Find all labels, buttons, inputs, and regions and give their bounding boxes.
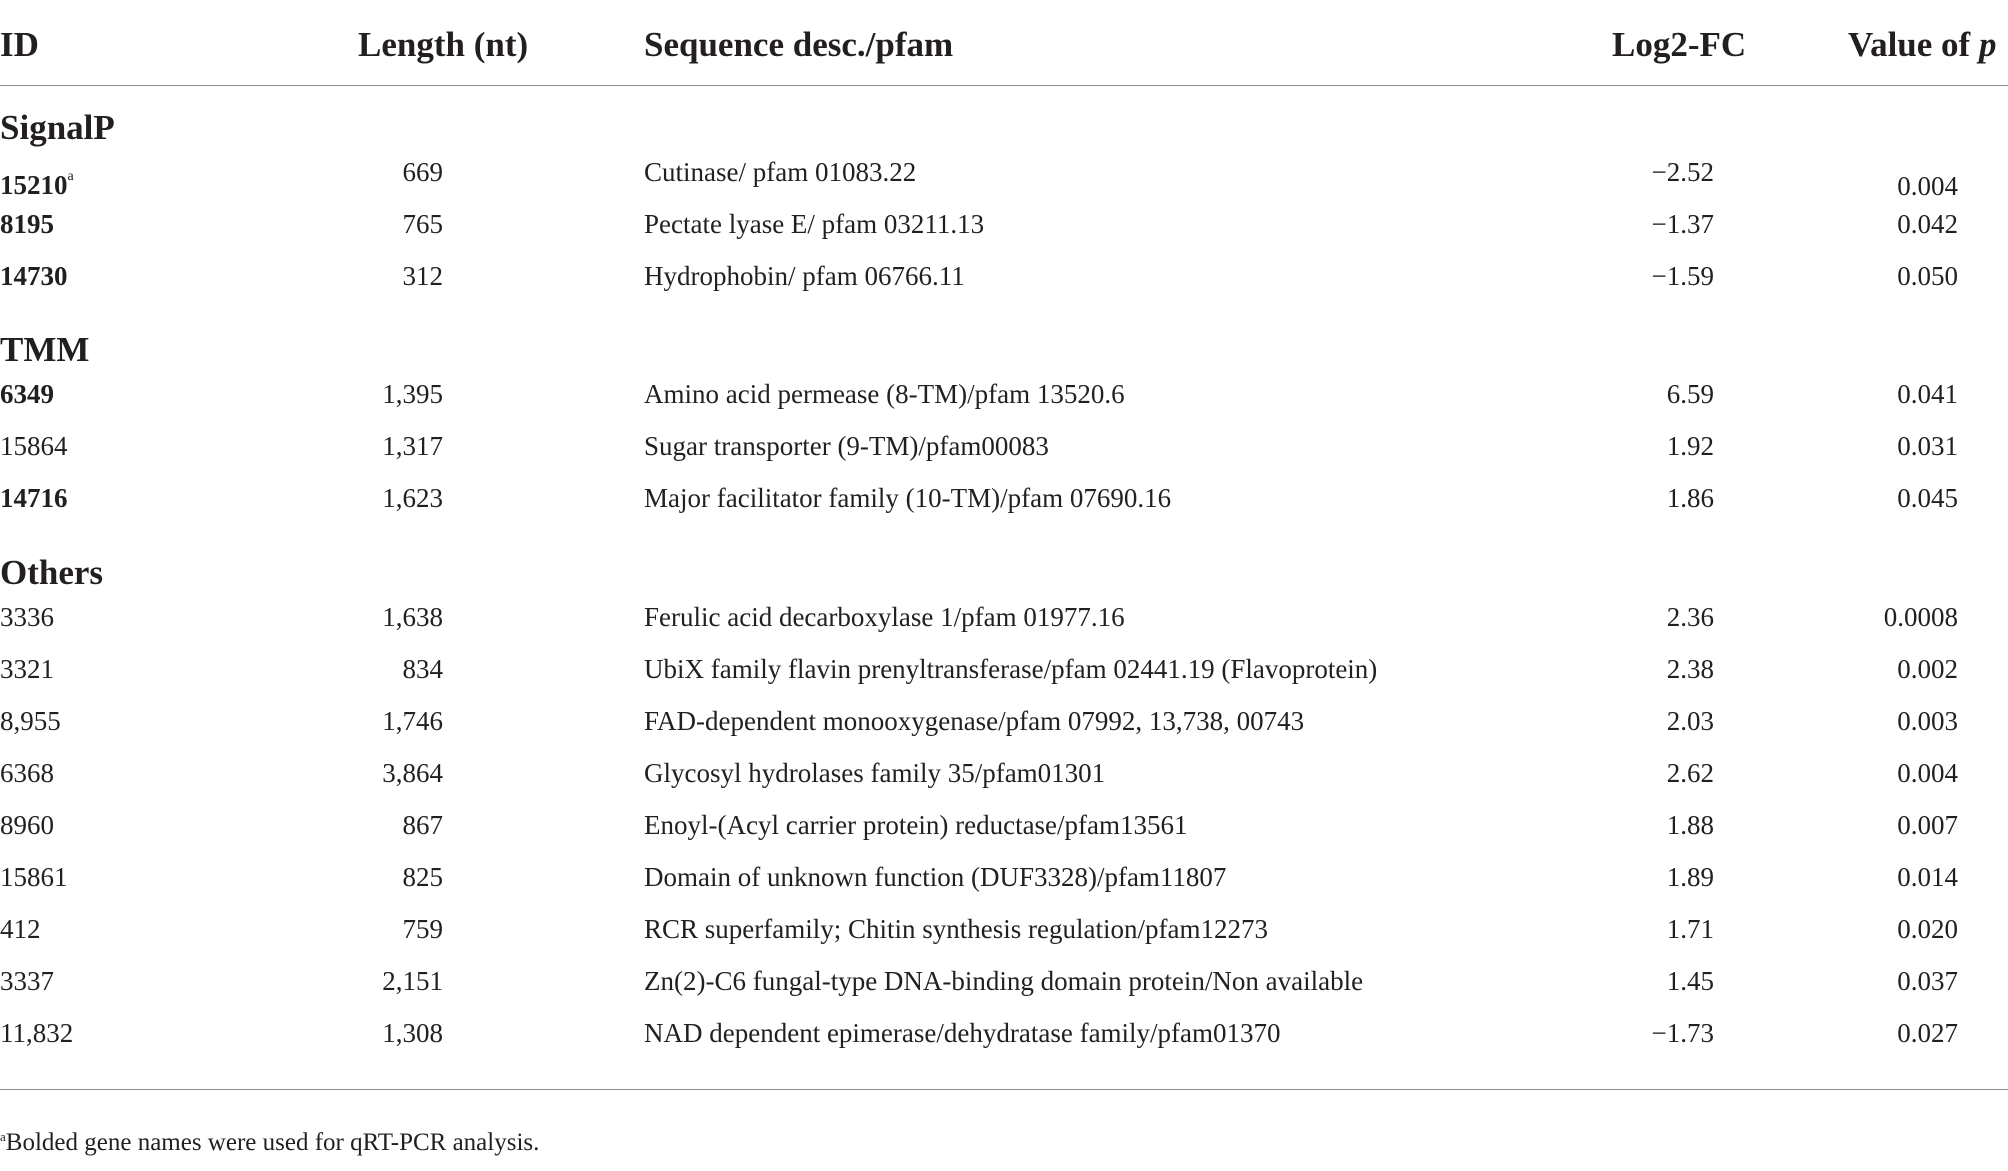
sequence-length: 312: [402, 261, 443, 291]
gene-id: [0, 433, 68, 460]
bottom-rule: [0, 1089, 2008, 1090]
sequence-length: 1,623: [382, 483, 443, 513]
sequence-description: Hydrophobin/ pfam 06766.11: [644, 261, 965, 291]
gene-id-text: 11,832: [0, 1018, 74, 1048]
column-header-pvalue-symbol: p: [1978, 25, 1997, 64]
p-value: 0.002: [1897, 654, 1958, 684]
sequence-description: RCR superfamily; Chitin synthesis regulation/pfam12273: [644, 914, 1268, 944]
p-value: 0.0008: [1883, 602, 1958, 632]
gene-id: [0, 1020, 73, 1047]
log2-fold-change: 1.71: [1666, 914, 1714, 944]
gene-id: [0, 169, 74, 200]
sequence-description: Pectate lyase E/ pfam 03211.13: [644, 209, 985, 239]
sequence-length: 759: [402, 914, 443, 944]
p-value: 0.042: [1897, 209, 1958, 239]
table-footnote: [0, 1129, 539, 1157]
gene-id-text: 8,955: [0, 706, 61, 736]
sequence-length: 1,317: [382, 431, 443, 461]
sequence-length: 1,746: [382, 706, 443, 736]
column-header-pvalue-prefix: Value of: [1848, 25, 1979, 64]
log2-fold-change: 2.62: [1666, 758, 1714, 788]
sequence-length: 765: [402, 209, 443, 239]
column-header-id: ID: [0, 25, 39, 64]
sequence-length: 3,864: [382, 758, 443, 788]
gene-id: [0, 263, 68, 290]
log2-fold-change: 2.03: [1666, 706, 1714, 736]
p-value: 0.027: [1897, 1018, 1958, 1048]
gene-id: [0, 760, 54, 787]
footnote-mark: a: [0, 1129, 6, 1144]
column-header-length: Length (nt): [358, 25, 529, 64]
gene-id: [0, 381, 54, 408]
gene-id-text: 3336: [0, 602, 54, 632]
gene-id: [0, 604, 54, 631]
gene-id: [0, 656, 54, 683]
sequence-description: Amino acid permease (8-TM)/pfam 13520.6: [644, 379, 1125, 409]
header-rule: [0, 85, 2008, 86]
gene-id-text: 15864: [0, 431, 68, 461]
sequence-length: 1,638: [382, 602, 443, 632]
sequence-description: Ferulic acid decarboxylase 1/pfam 01977.16: [644, 602, 1125, 632]
sequence-description: NAD dependent epimerase/dehydratase family/pfam01370: [644, 1018, 1281, 1048]
gene-id: [0, 812, 54, 839]
gene-id-text: 15210: [0, 170, 68, 200]
p-value: 0.007: [1897, 810, 1958, 840]
sequence-length: 1,308: [382, 1018, 443, 1048]
p-value: 0.004: [1897, 171, 1958, 201]
sequence-description: Cutinase/ pfam 01083.22: [644, 157, 917, 187]
section-title: SignalP: [0, 108, 115, 147]
log2-fold-change: −1.37: [1651, 209, 1714, 239]
gene-id-text: 3337: [0, 966, 54, 996]
sequence-length: 1,395: [382, 379, 443, 409]
section-title: TMM: [0, 330, 90, 369]
p-value: 0.004: [1897, 758, 1958, 788]
p-value: 0.045: [1897, 483, 1958, 513]
footnote-reference: a: [67, 169, 74, 184]
sequence-description: Domain of unknown function (DUF3328)/pfam11807: [644, 862, 1227, 892]
gene-id: [0, 708, 61, 735]
p-value: 0.014: [1897, 862, 1958, 892]
log2-fold-change: 2.36: [1666, 602, 1714, 632]
column-header-description: Sequence desc./pfam: [644, 25, 954, 64]
p-value: 0.050: [1897, 261, 1958, 291]
sequence-description: UbiX family flavin prenyltransferase/pfam 02441.19 (Flavoprotein): [644, 654, 1378, 684]
gene-id-text: 412: [0, 914, 41, 944]
log2-fold-change: 1.88: [1666, 810, 1714, 840]
gene-id-text: 3321: [0, 654, 54, 684]
log2-fold-change: 1.45: [1666, 966, 1714, 996]
gene-id: [0, 968, 54, 995]
log2-fold-change: −1.73: [1651, 1018, 1714, 1048]
p-value: 0.003: [1897, 706, 1958, 736]
log2-fold-change: 1.89: [1666, 862, 1714, 892]
log2-fold-change: 1.92: [1666, 431, 1714, 461]
sequence-description: Zn(2)-C6 fungal-type DNA-binding domain protein/Non available: [644, 966, 1364, 996]
gene-id-text: 15861: [0, 862, 68, 892]
sequence-length: 834: [402, 654, 443, 684]
sequence-length: 669: [402, 157, 443, 187]
sequence-description: Sugar transporter (9-TM)/pfam00083: [644, 431, 1049, 461]
sequence-length: 825: [402, 862, 443, 892]
gene-id-text: 6349: [0, 379, 54, 409]
p-value: 0.041: [1897, 379, 1958, 409]
p-value: 0.031: [1897, 431, 1958, 461]
sequence-length: 867: [402, 810, 443, 840]
gene-id-text: 8960: [0, 810, 54, 840]
column-header-pvalue: [1848, 27, 1996, 62]
sequence-description: Major facilitator family (10-TM)/pfam 07690.16: [644, 483, 1172, 513]
p-value: 0.020: [1897, 914, 1958, 944]
gene-id: [0, 211, 54, 238]
section-title: Others: [0, 553, 104, 592]
gene-id: [0, 485, 68, 512]
log2-fold-change: −2.52: [1651, 157, 1714, 187]
gene-id-text: 14716: [0, 483, 68, 513]
log2-fold-change: 2.38: [1666, 654, 1714, 684]
sequence-description: Glycosyl hydrolases family 35/pfam01301: [644, 758, 1106, 788]
p-value: 0.037: [1897, 966, 1958, 996]
log2-fold-change: 6.59: [1666, 379, 1714, 409]
footnote-text: Bolded gene names were used for qRT-PCR analysis.: [5, 1129, 540, 1156]
log2-fold-change: −1.59: [1651, 261, 1714, 291]
sequence-description: Enoyl-(Acyl carrier protein) reductase/pfam13561: [644, 810, 1188, 840]
sequence-length: 2,151: [382, 966, 443, 996]
gene-id: [0, 916, 41, 943]
gene-id-text: 6368: [0, 758, 54, 788]
log2-fold-change: 1.86: [1666, 483, 1714, 513]
gene-id: [0, 864, 68, 891]
sequence-description: FAD-dependent monooxygenase/pfam 07992, 13,738, 00743: [644, 706, 1305, 736]
gene-id-text: 14730: [0, 261, 68, 291]
column-header-log2fc: Log2-FC: [1612, 25, 1747, 64]
gene-id-text: 8195: [0, 209, 54, 239]
